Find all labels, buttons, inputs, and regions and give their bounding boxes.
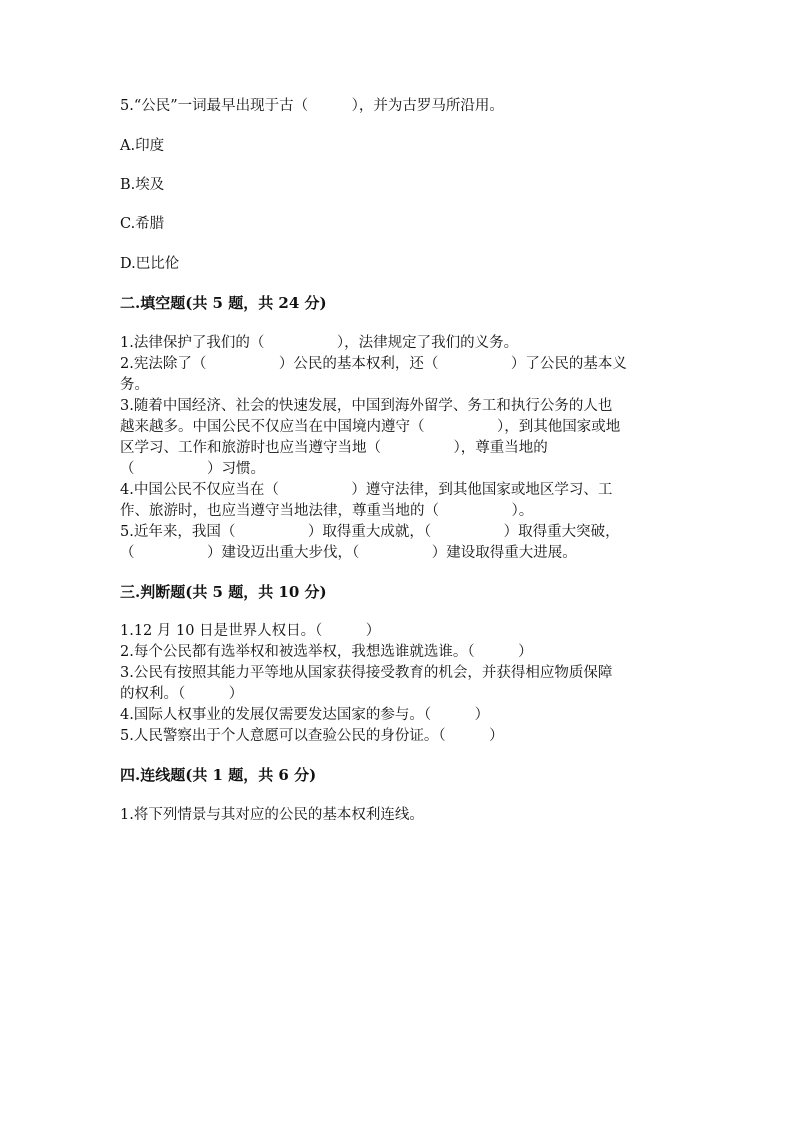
judge-line: 3.公民有按照其能力平等地从国家获得接受教育的机会，并获得相应物质保障: [120, 665, 613, 681]
judge-line: 4.国际人权事业的发展仅需要发达国家的参与。（ ）: [120, 707, 490, 723]
mc-question-5: 5.“公民”一词最早出现于古（ ），并为古罗马所沿用。: [120, 98, 504, 114]
mc-option-a: A.印度: [120, 138, 165, 154]
mc-option-b: B.埃及: [120, 177, 165, 193]
fill-line: 2.宪法除了（ ）公民的基本权利，还（ ）了公民的基本义: [120, 356, 627, 372]
mc-option-c: C.希腊: [120, 216, 165, 232]
section-heading-judge: 三.判断题(共 5 题，共 10 分): [120, 583, 327, 601]
fill-line: （ ）建设迈出重大步伐，（ ）建设取得重大进展。: [120, 545, 577, 561]
fill-line: 3.随着中国经济、社会的快速发展，中国到海外留学、务工和执行公务的人也: [120, 398, 613, 414]
judge-line: 2.每个公民都有选举权和被选举权，我想选谁就选谁。（ ）: [120, 644, 533, 660]
section-heading-match: 四.连线题(共 1 题，共 6 分): [120, 766, 317, 784]
fill-line: 越来越多。中国公民不仅应当在中国境内遵守（ ），到其他国家或地: [120, 419, 621, 435]
fill-line: 1.法律保护了我们的（ ），法律规定了我们的义务。: [120, 335, 519, 351]
fill-line: 4.中国公民不仅应当在（ ）遵守法律，到其他国家或地区学习、工: [120, 482, 613, 498]
judge-line: 的权利。（ ）: [120, 686, 244, 702]
match-line: 1.将下列情景与其对应的公民的基本权利连线。: [120, 807, 424, 823]
fill-line: 作、旅游时，也应当遵守当地法律，尊重当地的（ ）。: [120, 503, 534, 519]
fill-line: 区学习、工作和旅游时也应当遵守当地（ ），尊重当地的: [120, 440, 548, 456]
mc-option-d: D.巴比伦: [120, 256, 180, 272]
fill-line: （ ）习惯。: [120, 461, 265, 477]
fill-line: 5.近年来，我国（ ）取得重大成就，（ ）取得重大突破，: [120, 524, 620, 540]
section-heading-fill-blank: 二.填空题(共 5 题，共 24 分): [120, 294, 327, 312]
judge-line: 1.12 月 10 日是世界人权日。（ ）: [120, 623, 381, 639]
fill-line: 务。: [120, 377, 149, 393]
judge-line: 5.人民警察出于个人意愿可以查验公民的身份证。（ ）: [120, 728, 504, 744]
